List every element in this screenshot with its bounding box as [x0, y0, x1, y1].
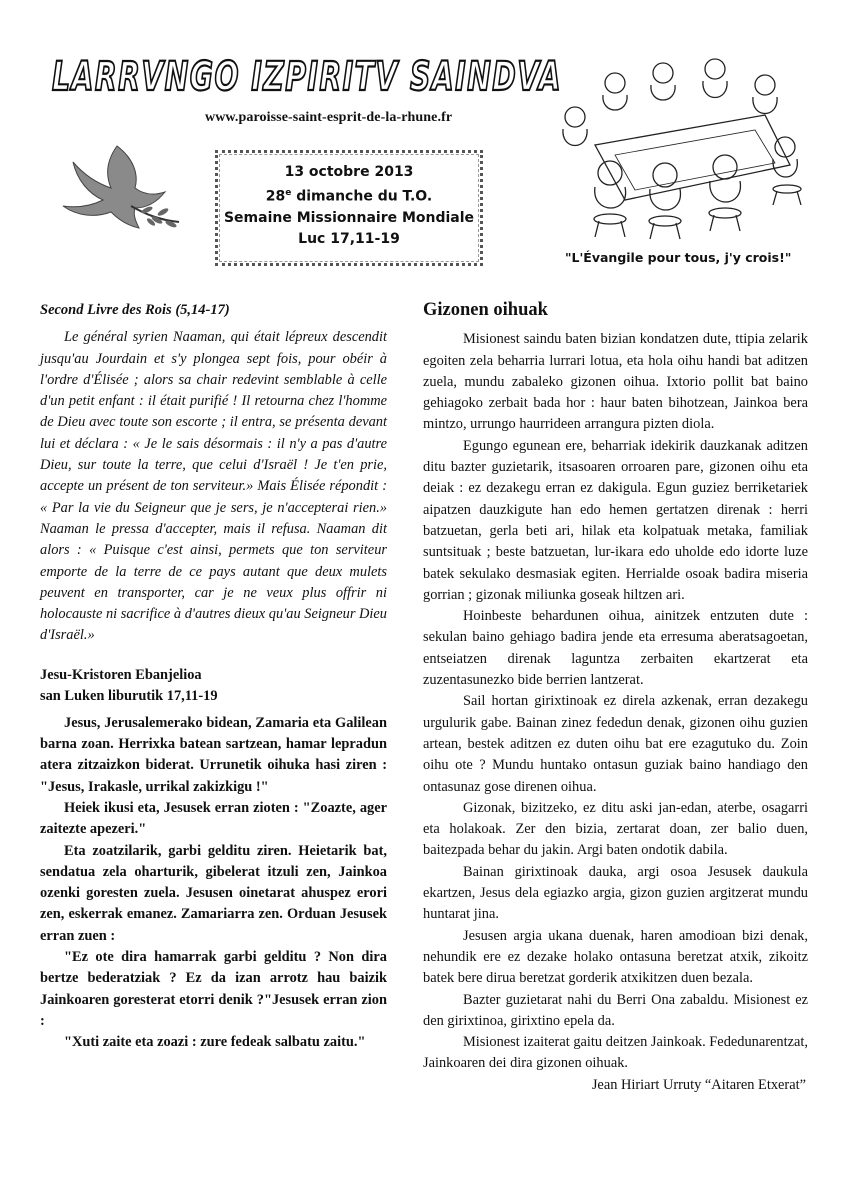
article-paragraph: Gizonak, bizitzeko, ez ditu aski jan-edan, aterbe, osagarri eta holakoak. Zer den bizia, zertarat doan, zer balio duen, baitezpada behar du jakin. Argi baten ondotik dabila. [423, 799, 808, 859]
liturgical-date-box [215, 150, 483, 266]
masthead-title [48, 48, 568, 104]
sunday-label: 28e dimanche du T.O. [265, 188, 433, 205]
article-paragraph: Bainan girixtinoak dauka, argi osoa Jesusek daukula ekartzen, Jesus dela egiazko argia, gizon guzien argitzerat mundu huntarat jina. [423, 863, 808, 923]
article-paragraph: Egungo egunean ere, beharriak idekirik dauzkanak aditzen ditu bazter guzietarik, itsasoaren orroaren pare, gizonen oihu eta deiak : ez dezakegu erran ez dakigula. Egun guziez berriketariek aipatzen dauzkigute han edo hemen gertatzen direnak : herri batzuetan, gerla beti ari, hilak eta kolpatuak metaka, familiak suntsituak ; beste batzuetan, lur-ikara edo uholde edo idorte luze batek sekulako desmasiak egiten. Herrialde osoak badira miseria gorrian ; gizonak miliunka goseak hiltzen ari. [423, 437, 808, 603]
first-reading-text: Le général syrien Naaman, qui était lépreux descendit jusqu'au Jourdain et s'y plongea sept fois, pour obéir à l'ordre d'Élisée ; alors sa chair redevint semblable à celle d'un petit enfant : il était purifié ! Il retourna chez l'homme de Dieu avec toute son escorte ; il entra, se présenta devant lui et déclara : « Je le sais désormais : il n'y a pas d'autre Dieu, sur toute la terre, que celui d'Israël ! Je t'en prie, accepte un présent de ton serviteur.» Mais Élisée répondit : « Par la vie du Seigneur que je sers, je n'accepterai rien.» Naaman le pressa d'accepter, mais il refusa. Naaman dit alors : « Puisque c'est ainsi, permets que ton serviteur emporte de la terre de ce pays autant que deux mulets peuvent en transporter, car je ne veux plus offrir ni holocauste ni sacrifice à d'autres dieux qu'au Seigneur Dieu d'Israël.» [40, 329, 387, 644]
gospel-text [40, 713, 387, 1054]
left-column [40, 300, 387, 1054]
first-reading-title: Second Livre des Rois (5,14-17) [40, 302, 230, 318]
article-paragraph: Hoinbeste behardunen oihua, ainitzek entzuten dute : sekulan baino gehiago badira jende eta erresuma aberatsagoetan, entseiatzen direnak laguntza zerbaiten ekartzerat eta zuzentasunezko bide berrien lantzerat. [423, 608, 808, 689]
gospel-heading [40, 665, 387, 707]
gospel-paragraph: Heiek ikusi eta, Jesusek erran zioten : "Zoazte, ager zaitezte apezeri." [40, 799, 387, 838]
celebration-date: 13 octobre 2013 [284, 164, 414, 180]
gospel-paragraph: Jesus, Jerusalemerako bidean, Zamaria eta Galilean barna zoan. Herrixka batean sartzean, hamar lepradun atera zitzaizkon biderat. Urrunetik oihuka hasi ziren : "Jesus, Irakasle, urrikal zakizkigu !" [40, 714, 387, 795]
children-around-table-illustration [555, 55, 810, 240]
right-column [423, 300, 808, 1096]
article-paragraph: Sail hortan girixtinoak ez direla azkenak, erran dezakegu urgulurik gabe. Bainan zinez fededun denak, gizonen oihu guzien artean, bestek aditzen ez duten oihu bat ere ezagutuko du. Zoin oihu ote ? Mundu huntako ontasun guziak baino handiago den ontasunaz gose direnen oihua. [423, 693, 808, 795]
gospel-title: Jesu-Kristoren Ebanjelioa [40, 666, 202, 683]
article-body [423, 329, 808, 1074]
dove-olive-branch-icon [55, 140, 185, 240]
gospel-paragraph: Eta zoatzilarik, garbi gelditu ziren. Heietarik bat, sendatua zela oharturik, gibelerat itzuli zen, Jainkoa ozenki goresten zuela. Jesusen oinetarat ahuspez erori zen, eskerrak emanez. Zamariarra zen. Orduan Jesusek erran zuen : [40, 842, 387, 944]
article-paragraph: Misionest izaiterat gaitu deitzen Jainkoak. Fededunarentzat, Jainkoaren dei dira gizonen oihuak. [423, 1034, 808, 1072]
article-paragraph: Misionest saindu baten bizian kondatzen dute, ttipia zelarik egoiten zela beharria lurrari lotua, eta hola oihu handi bat aditzen zuela, mundu zabaleko gizonen oihua. Ixtorio pollit bat baino gehiagoko zerbait bada hor : haur baten bihotzean, Jainkoa bera mintzo, urrungo haurrideen arrangura pizten diola. [423, 331, 808, 433]
mission-week: Semaine Missionnaire Mondiale [223, 209, 475, 226]
article-paragraph: Bazter guzietarat nahi du Berri Ona zabaldu. Misionest ez den girixtinoa, girixtino epela da. [423, 991, 808, 1029]
mission-slogan: "L'Évangile pour tous, j'y crois!" [565, 250, 792, 265]
gospel-paragraph: "Xuti zaite eta zoazi : zure fedeak salbatu zaitu." [64, 1034, 366, 1051]
masthead-text: LARRVNGO IZPIRITV SAINDVA [52, 54, 562, 100]
article-paragraph: Jesusen argia ukana duenak, haren amodioan bizi denak, nehundik ere ez dezake holako ontasuna beretzat atxik, zikoitz batek bere dirua beretzat gorderik atxikitzen duen bezala. [423, 927, 808, 987]
article-signature: Jean Hiriart Urruty “Aitaren Etxerat” [591, 1076, 806, 1093]
gospel-reference: Luc 17,11-19 [298, 230, 400, 247]
parish-website[interactable]: www.paroisse-saint-esprit-de-la-rhune.fr [205, 110, 453, 125]
gospel-paragraph: "Ez ote dira hamarrak garbi gelditu ? Non dira bertze bederatziak ? Ez da izan arrotz hau baizik Jainkoaren goresterat etorri denik ?"Jesusek erran zion : [40, 949, 387, 1029]
article-title: Gizonen oihuak [423, 300, 548, 320]
gospel-source: san Luken liburutik 17,11-19 [40, 687, 218, 704]
